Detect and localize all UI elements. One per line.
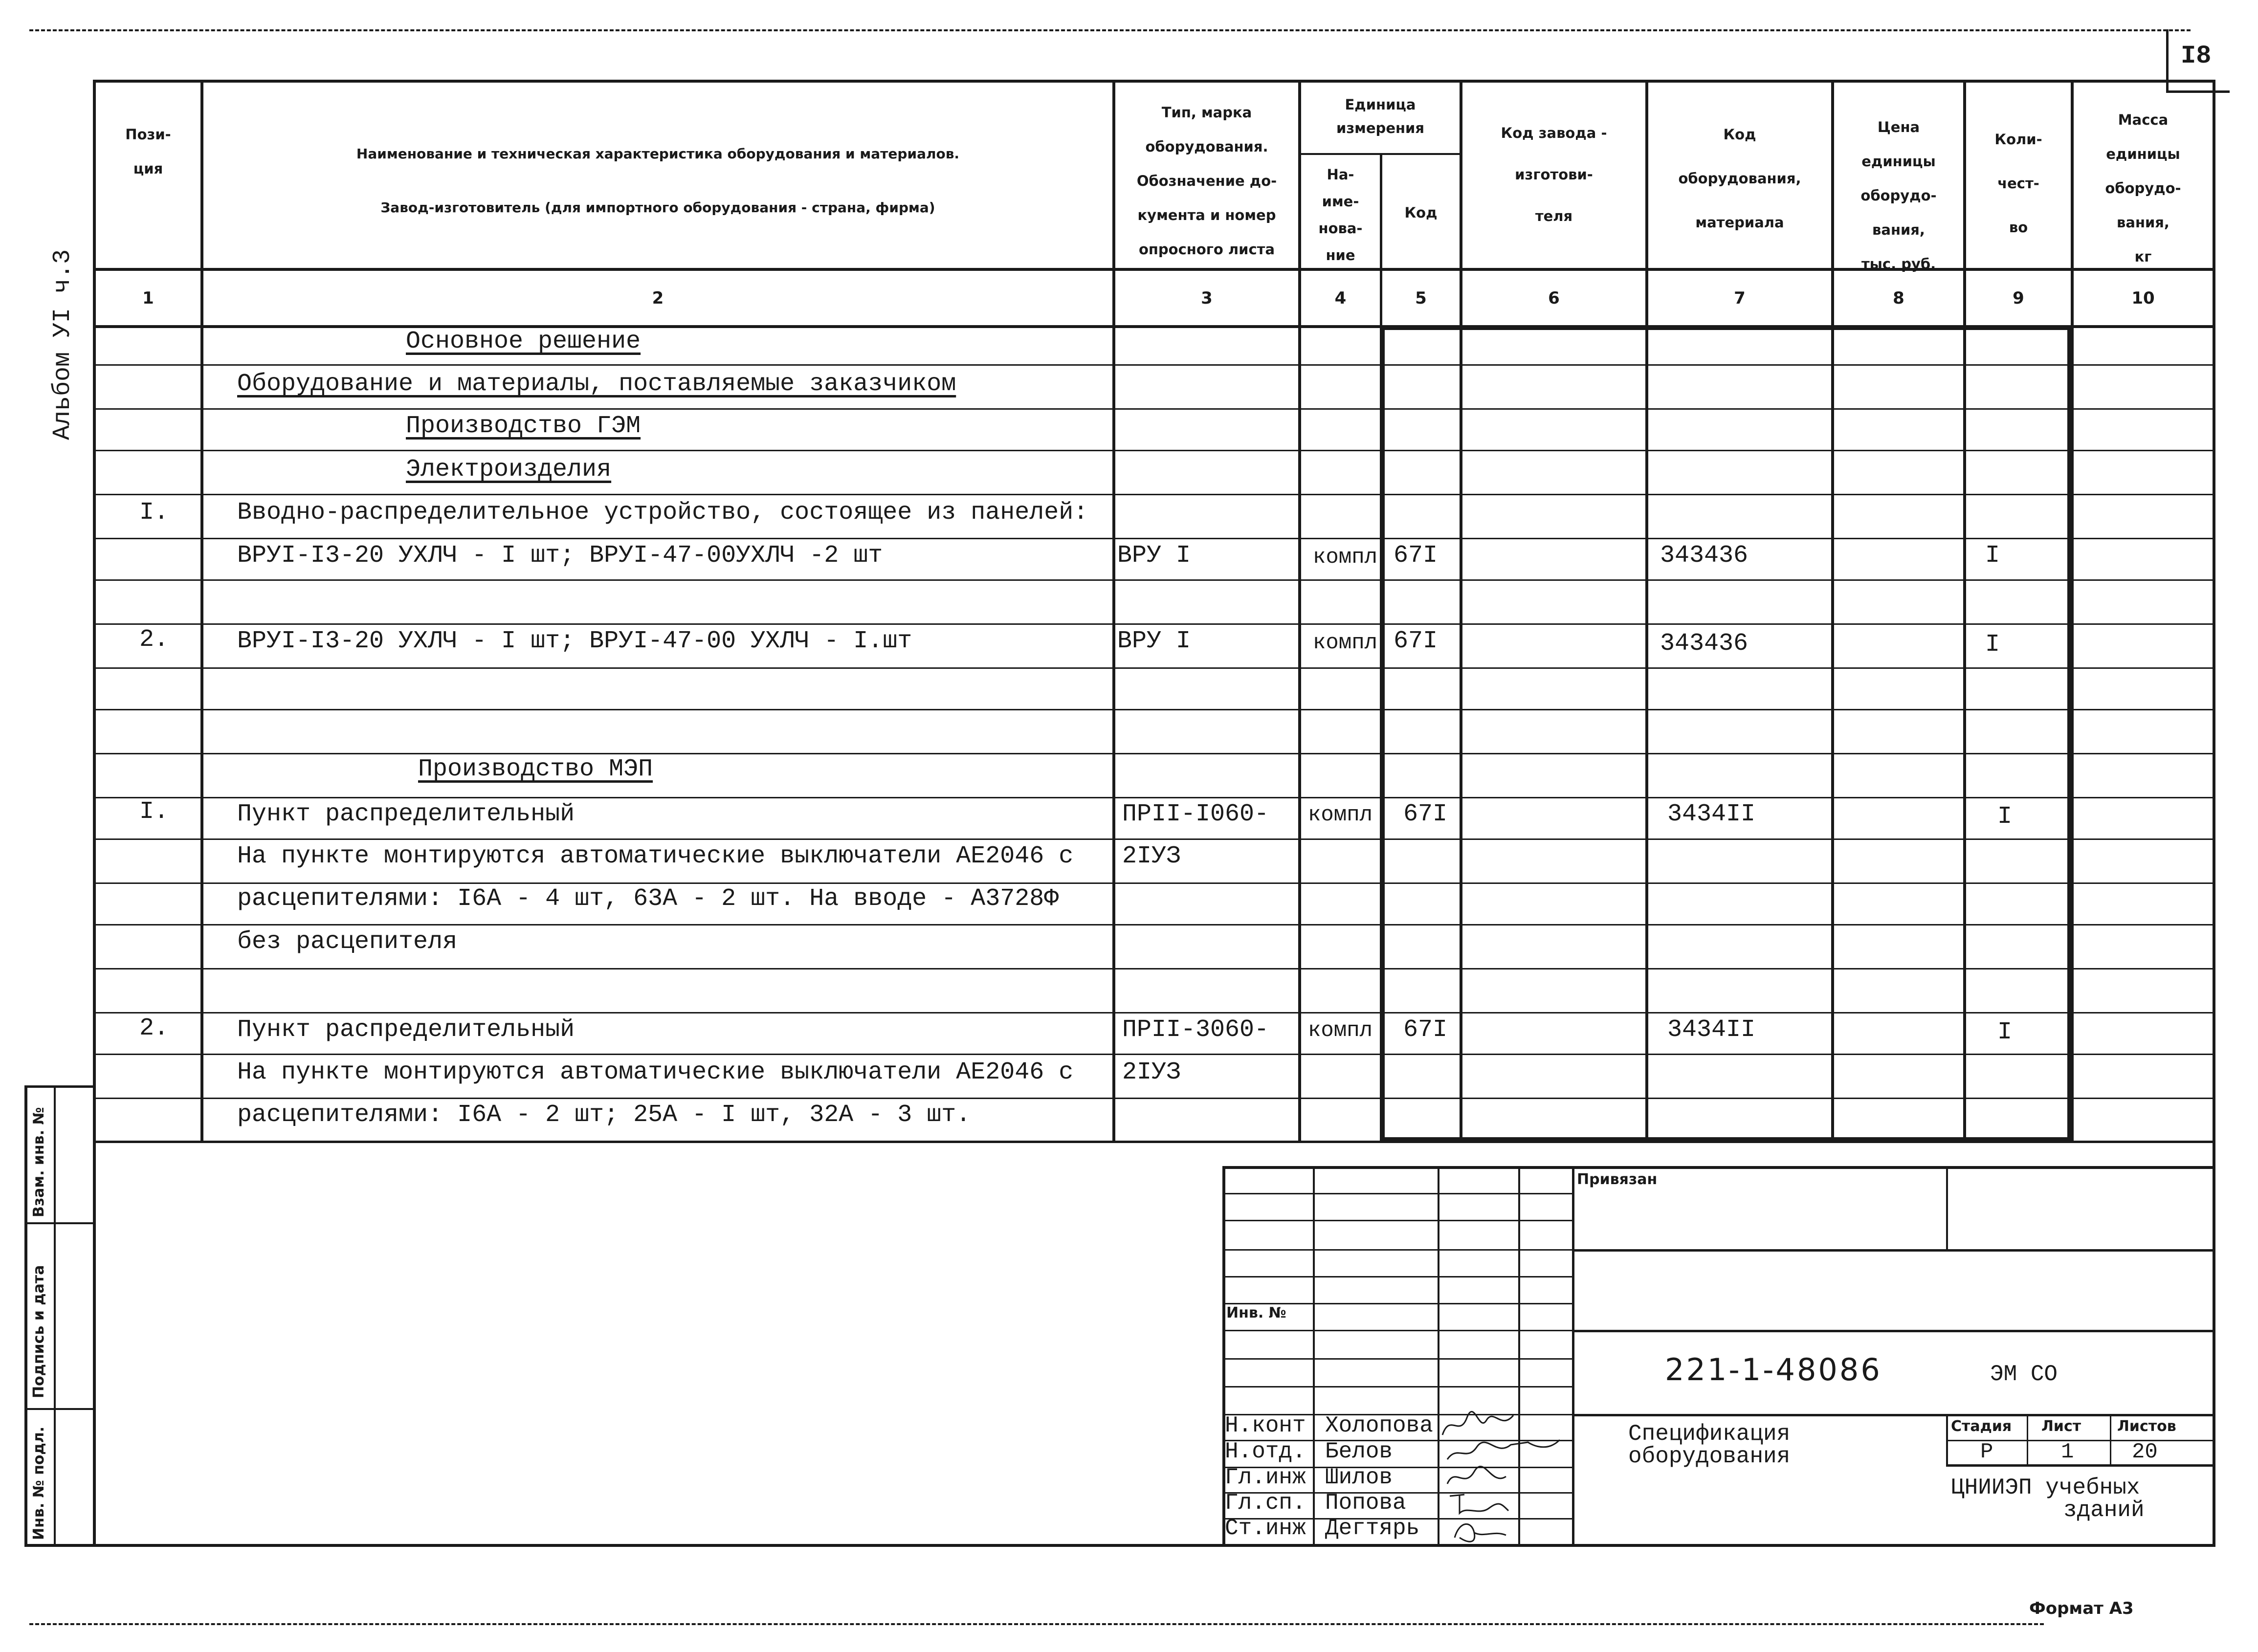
- document-code: 221-1-48086: [1665, 1352, 1882, 1388]
- row-name: расцепителями: I6А - 2 шт; 25А - I шт, 32А - 3 шт.: [237, 1101, 971, 1129]
- row-type: ВРУ I: [1117, 627, 1191, 655]
- colnum-4: 4: [1334, 288, 1347, 308]
- colnum-7: 7: [1734, 288, 1746, 308]
- inv-number-label: Инв. №: [1226, 1304, 1286, 1322]
- colnum-2: 2: [652, 288, 664, 308]
- privyazan-label: Привязан: [1577, 1171, 1658, 1188]
- row-material-code: 3434II: [1667, 800, 1756, 828]
- role-label: Гл.инж: [1225, 1465, 1306, 1490]
- colnum-5: 5: [1415, 288, 1427, 308]
- person-name: Холопова: [1325, 1413, 1433, 1438]
- row-position: I.: [139, 499, 169, 527]
- row-material-code: 3434II: [1667, 1016, 1756, 1044]
- side-stamp-label: Взам. инв. №: [30, 1107, 47, 1217]
- header-col2: Наименование и техническая характеристика оборудования и материалов. Завод-изготовитель (для импортного оборудования - страна, фирма): [356, 146, 960, 216]
- colnum-9: 9: [2013, 288, 2024, 308]
- row-material-code: 343436: [1660, 542, 1749, 570]
- colnum-6: 6: [1548, 288, 1560, 308]
- row-name: ВРУI-I3-20 УХЛЧ - I шт; ВРУI-47-00УХЛЧ -2 шт: [237, 542, 883, 570]
- section-heading: Оборудование и материалы, поставляемые заказчиком: [237, 370, 956, 398]
- row-position: I.: [139, 798, 169, 826]
- sheets-value: 20: [2132, 1440, 2158, 1464]
- person-name: Шилов: [1325, 1465, 1393, 1490]
- row-position: 2.: [139, 1014, 169, 1042]
- sheets-label: Листов: [2117, 1418, 2176, 1435]
- row-name: ВРУI-I3-20 УХЛЧ - I шт; ВРУI-47-00 УХЛЧ - I.шт: [237, 627, 912, 655]
- document-mark: ЭМ СО: [1990, 1362, 2058, 1387]
- header-col8: Цена единицы оборудо- вания, тыс. руб.: [1860, 119, 1937, 272]
- row-quantity: I: [1997, 1018, 2013, 1046]
- row-type: 2IУЗ: [1122, 842, 1181, 870]
- header-col5: Код: [1404, 204, 1438, 221]
- colnum-8: 8: [1893, 288, 1904, 308]
- section-heading: Производство ГЭМ: [406, 412, 641, 440]
- row-name: без расцепителя: [237, 928, 458, 956]
- row-type: 2IУЗ: [1122, 1058, 1181, 1086]
- header-col10: Масса единицы оборудо- вания, кг: [2105, 111, 2181, 265]
- section-heading: Электроизделия: [406, 456, 612, 484]
- row-name: Пункт распределительный: [237, 1016, 575, 1044]
- person-name: Белов: [1325, 1439, 1393, 1464]
- colnum-10: 10: [2131, 288, 2155, 308]
- sheet-number: I8: [2181, 42, 2212, 70]
- person-name: Дегтярь: [1325, 1516, 1420, 1541]
- album-label: Альбом УI ч.3: [49, 249, 77, 440]
- person-name: Попова: [1325, 1490, 1406, 1516]
- row-unit: компл: [1313, 631, 1378, 655]
- organization: ЦНИИЭП учебных зданий: [1951, 1475, 2145, 1523]
- side-stamp-label: Инв. № подл.: [30, 1426, 47, 1540]
- header-col7: Код оборудования, материала: [1678, 126, 1801, 231]
- row-type: ПРII-3060-: [1122, 1016, 1269, 1044]
- document-title: Спецификация оборудования: [1628, 1421, 1791, 1469]
- row-unit: компл: [1313, 545, 1378, 570]
- row-material-code: 343436: [1660, 630, 1749, 658]
- row-name: Вводно-распределительное устройство, состоящее из панелей:: [237, 499, 1088, 527]
- row-type: ВРУ I: [1117, 542, 1191, 570]
- row-name: расцепителями: I6А - 4 шт, 63А - 2 шт. На вводе - А3728Ф: [237, 885, 1059, 913]
- side-stamp-label: Подпись и дата: [30, 1265, 47, 1398]
- top-border-line: [29, 29, 2191, 31]
- row-name: На пункте монтируются автоматические выключатели АЕ2046 с: [237, 1058, 1074, 1086]
- role-label: Н.отд.: [1225, 1439, 1306, 1464]
- row-code: 67I: [1394, 542, 1438, 570]
- row-name: На пункте монтируются автоматические выключатели АЕ2046 с: [237, 842, 1074, 870]
- stage-value: Р: [1980, 1440, 1993, 1464]
- role-label: Гл.сп.: [1225, 1490, 1306, 1516]
- colnum-1: 1: [142, 288, 154, 308]
- header-unit: Единица измерения: [1336, 96, 1424, 136]
- row-code: 67I: [1394, 627, 1438, 655]
- header-col3: Тип, марка оборудования. Обозначение до- кумента и номер опросного листа: [1136, 104, 1277, 258]
- row-code: 67I: [1403, 800, 1448, 828]
- section-heading: Производство МЭП: [418, 755, 653, 783]
- row-unit: компл: [1308, 803, 1373, 827]
- row-position: 2.: [139, 626, 169, 654]
- row-name: Пункт распределительный: [237, 800, 575, 828]
- row-quantity: I: [1985, 631, 2000, 659]
- header-col1: Пози- ция: [125, 126, 171, 177]
- role-label: Н.конт: [1225, 1413, 1306, 1438]
- stage-label: Стадия: [1951, 1418, 2012, 1435]
- signature: [1445, 1513, 1513, 1545]
- row-code: 67I: [1403, 1016, 1448, 1044]
- header-col4: На- име- нова- ние: [1318, 166, 1363, 264]
- section-heading: Основное решение: [406, 328, 641, 355]
- row-quantity: I: [1985, 542, 2000, 570]
- row-type: ПРII-I060-: [1122, 800, 1269, 828]
- header-col6: Код завода - изготови- теля: [1501, 125, 1607, 224]
- row-unit: компл: [1308, 1018, 1373, 1043]
- format-label: Формат А3: [2029, 1599, 2134, 1618]
- row-quantity: I: [1997, 803, 2013, 831]
- sheet-value: 1: [2061, 1440, 2074, 1464]
- sheet-label: Лист: [2041, 1418, 2081, 1435]
- role-label: Ст.инж: [1225, 1516, 1306, 1541]
- header-col9: Коли- чест- во: [1994, 131, 2042, 236]
- colnum-3: 3: [1201, 288, 1213, 308]
